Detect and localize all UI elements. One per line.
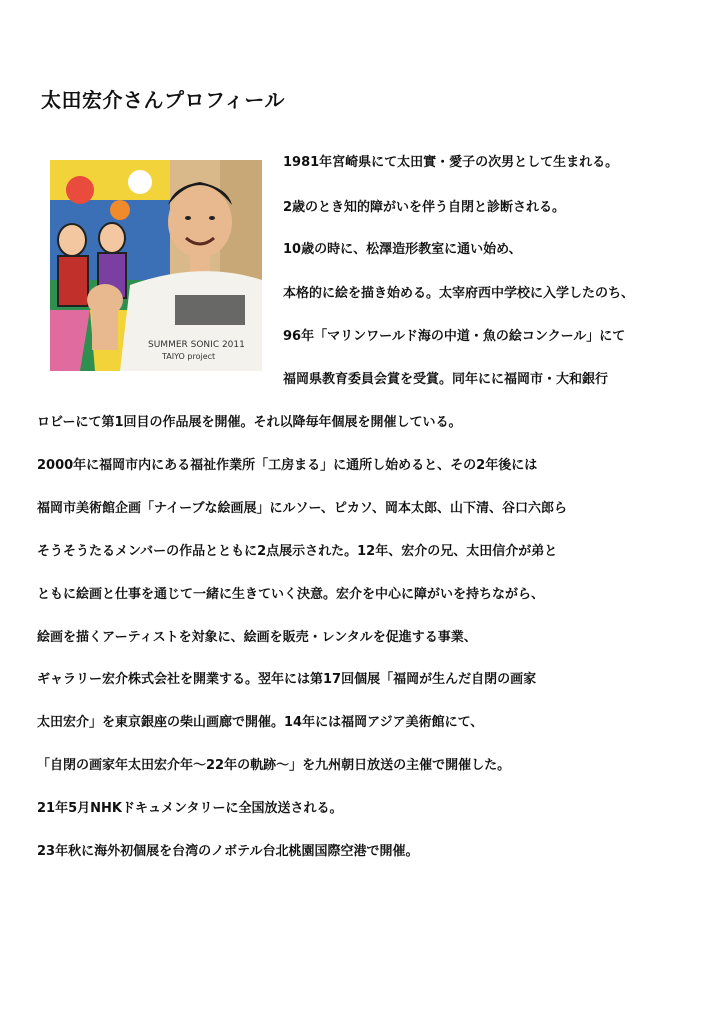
paragraph-line: ロビーにて第1回目の作品展を開催。それ以降毎年個展を開催している。 [37, 415, 462, 430]
paragraph-line: ともに絵画と仕事を通じて一緒に生きていく決意。宏介を中心に障がいを持ちながら、 [37, 587, 545, 602]
paragraph-line: 23年秋に海外初個展を台湾のノボテル台北桃園国際空港で開催。 [37, 844, 419, 859]
page-title: 太田宏介さんプロフィール [41, 88, 285, 112]
svg-text:SUMMER SONIC 2011: SUMMER SONIC 2011 [148, 340, 245, 350]
paragraph-line: 福岡県教育委員会賞を受賞。同年にに福岡市・大和銀行 [283, 372, 609, 387]
paragraph-line: 福岡市美術館企画「ナイーブな絵画展」にルソー、ピカソ、岡本太郎、山下清、谷口六郎ら [37, 501, 568, 516]
paragraph-line: 2000年に福岡市内にある福祉作業所「工房まる」に通所し始めると、その2年後には [37, 458, 538, 473]
profile-photo [50, 160, 262, 371]
paragraph-line: そうそうたるメンバーの作品とともに2点展示された。12年、宏介の兄、太田信介が弟と [37, 544, 558, 559]
paragraph-line: 21年5月NHKドキュメンタリーに全国放送される。 [37, 801, 343, 816]
paragraph-line: 太田宏介」を東京銀座の柴山画廊で開催。14年には福岡アジア美術館にて、 [37, 715, 484, 730]
paragraph-line: 絵画を描くアーティストを対象に、絵画を販売・レンタルを促進する事業、 [37, 630, 477, 645]
paragraph-line: ギャラリー宏介株式会社を開業する。翌年には第17回個展「福岡が生んだ自閉の画家 [37, 672, 537, 687]
paragraph-line: 本格的に絵を描き始める。太宰府西中学校に入学したのち、 [283, 286, 635, 301]
svg-text:TAIYO project: TAIYO project [162, 352, 216, 361]
paragraph-line: 96年「マリンワールド海の中道・魚の絵コンクール」にて [283, 329, 626, 344]
paragraph-line: 「自閉の画家年太田宏介年～22年の軌跡～」を九州朝日放送の主催で開催した。 [37, 758, 511, 773]
paragraph-line: 2歳のとき知的障がいを伴う自閉と診断される。 [283, 200, 566, 215]
paragraph-line: 1981年宮崎県にて太田實・愛子の次男として生まれる。 [283, 155, 619, 170]
paragraph-line: 10歳の時に、松澤造形教室に通い始め、 [283, 242, 522, 257]
